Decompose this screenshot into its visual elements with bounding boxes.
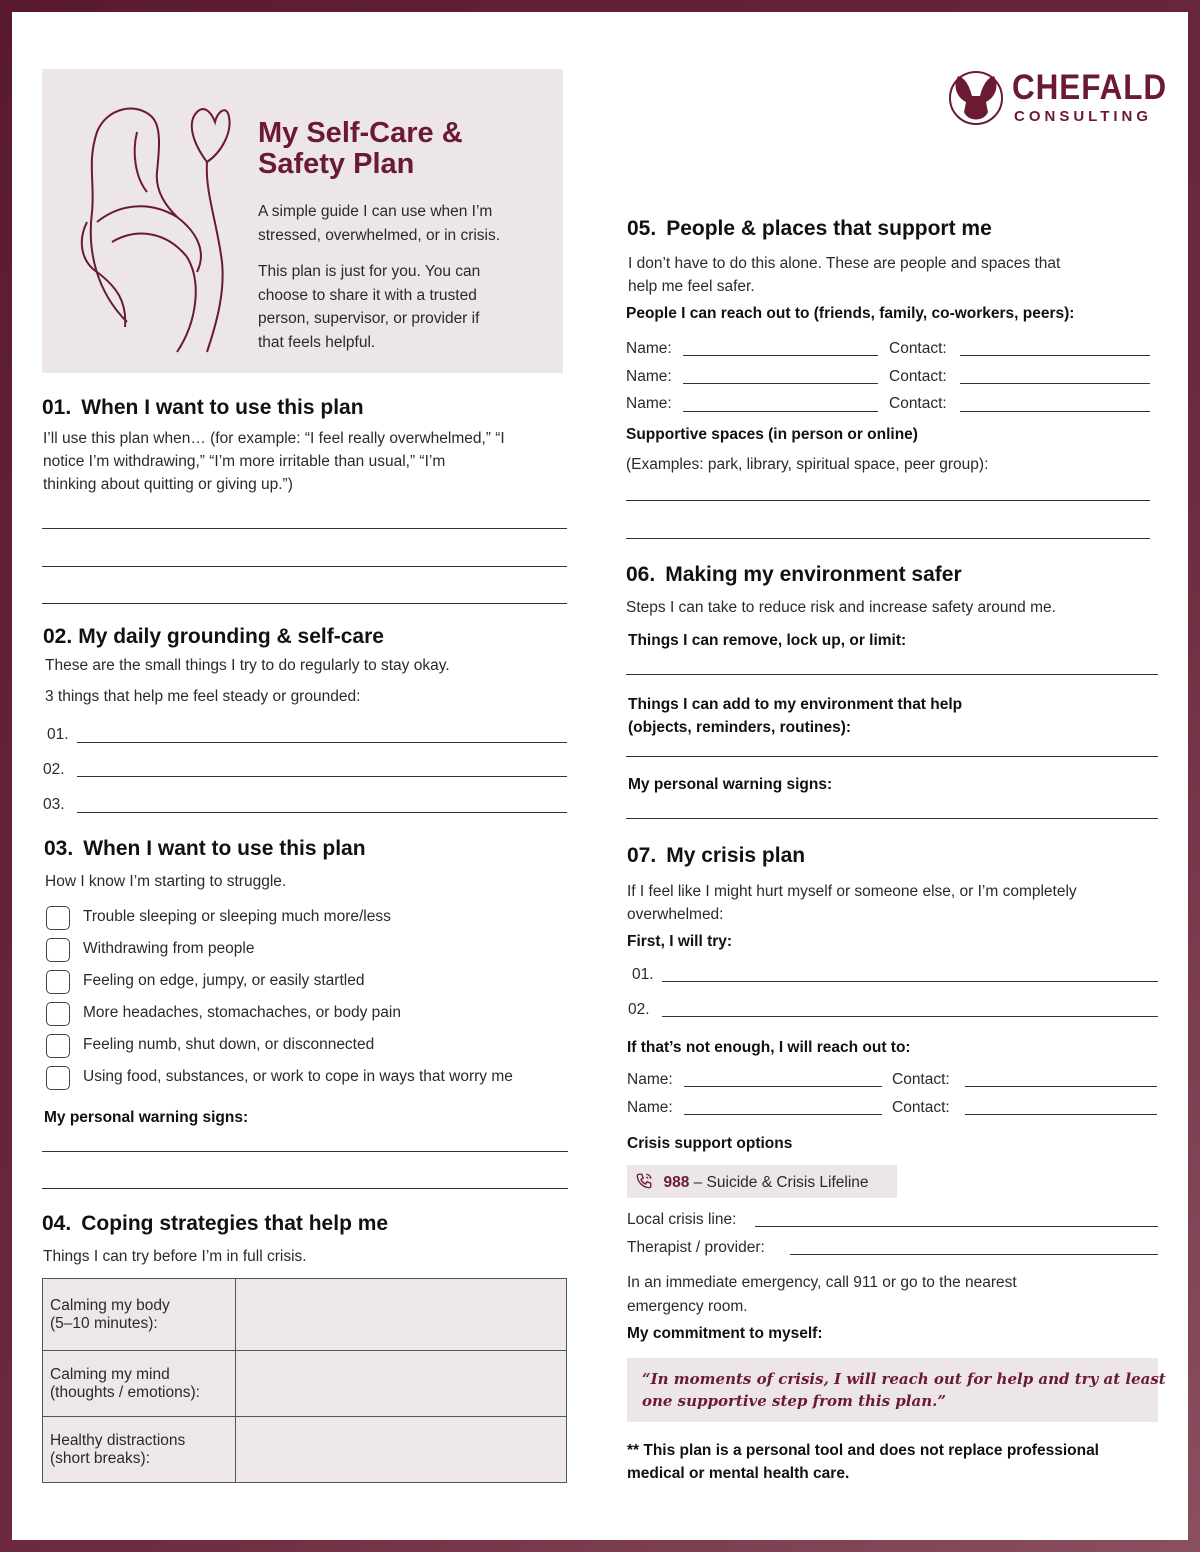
section-title: Coping strategies that help me (81, 1212, 389, 1235)
checkbox-label: Using food, substances, or work to cope in ways that worry me (83, 1068, 513, 1085)
lifeline-number: 988 (663, 1174, 690, 1191)
section-03-heading (44, 837, 366, 861)
contact-line[interactable] (960, 411, 1150, 412)
answer-line[interactable] (626, 500, 1150, 501)
text-line: that feels helpful. (258, 333, 376, 351)
item-number: 01. (47, 726, 69, 743)
checkbox-label: Feeling on edge, jumpy, or easily startled (83, 972, 365, 989)
privacy-text (258, 260, 480, 354)
section-01-text (43, 427, 505, 496)
text-line: A simple guide I can use when I’m (258, 203, 493, 220)
name-line[interactable] (683, 355, 878, 356)
rabbit-logo-icon (948, 68, 1004, 128)
answer-cell[interactable] (236, 1417, 567, 1483)
text-line: If I feel like I might hurt myself or someone else, or I’m completely (627, 883, 1077, 900)
name-label: Name: (627, 1071, 673, 1088)
text-line: (thoughts / emotions): (50, 1383, 200, 1401)
text-line: This plan is just for you. You can (258, 263, 481, 280)
contact-line[interactable] (960, 355, 1150, 356)
section-title: When I want to use this plan (81, 396, 364, 419)
text-line: Healthy distractions (50, 1431, 186, 1449)
contact-label: Contact: (889, 368, 947, 385)
page (12, 12, 1188, 1540)
title-line: Safety Plan (258, 148, 415, 180)
text-line: In an immediate emergency, call 911 or go to the nearest (627, 1274, 1017, 1291)
answer-line[interactable] (42, 528, 567, 529)
section-02-text: These are the small things I try to do regularly to stay okay. (45, 657, 450, 674)
section-number: 04. (42, 1212, 72, 1235)
first-label: First, I will try: (627, 933, 733, 950)
people-label: People I can reach out to (friends, family, co-workers, peers): (626, 305, 1075, 322)
checkbox[interactable] (46, 1034, 70, 1058)
add-label (628, 693, 962, 739)
section-number: 06. (626, 563, 656, 586)
answer-line[interactable] (662, 981, 1158, 982)
contact-line[interactable] (965, 1086, 1157, 1087)
contact-line[interactable] (960, 383, 1150, 384)
phone-icon (635, 1172, 653, 1190)
text-line: (short breaks): (50, 1449, 150, 1467)
answer-line[interactable] (790, 1254, 1158, 1255)
answer-line[interactable] (626, 756, 1158, 757)
row-label (43, 1279, 236, 1351)
grounding-prompt: 3 things that help me feel steady or grounded: (45, 688, 361, 705)
self-hug-illustration (67, 92, 237, 362)
emergency-text (627, 1271, 1017, 1319)
name-line[interactable] (683, 411, 878, 412)
item-number: 01. (632, 966, 654, 983)
contact-line[interactable] (965, 1114, 1157, 1115)
section-07-text (627, 880, 1077, 926)
name-label: Name: (626, 395, 672, 412)
section-title: My daily grounding & self-care (78, 625, 384, 648)
answer-cell[interactable] (236, 1279, 567, 1351)
checkbox[interactable] (46, 1002, 70, 1026)
text-line: medical or mental health care. (627, 1465, 850, 1482)
checkbox[interactable] (46, 970, 70, 994)
row-label (43, 1417, 236, 1483)
section-05-text (628, 252, 1060, 298)
crisis-options-label: Crisis support options (627, 1135, 793, 1152)
contact-label: Contact: (889, 395, 947, 412)
item-number: 02. (43, 761, 65, 778)
section-title: When I want to use this plan (83, 837, 366, 860)
answer-line[interactable] (626, 674, 1158, 675)
logo-sub: CONSULTING (1014, 108, 1153, 125)
contact-label: Contact: (889, 340, 947, 357)
reach-label: If that’s not enough, I will reach out to: (627, 1039, 911, 1056)
answer-line[interactable] (77, 776, 567, 777)
answer-line[interactable] (77, 742, 567, 743)
text-line: “In moments of crisis, I will reach out for help and try at least (642, 1370, 1166, 1388)
answer-line[interactable] (42, 566, 567, 567)
section-number: 02. (43, 625, 73, 648)
text-line: I don’t have to do this alone. These are people and spaces that (628, 255, 1061, 272)
section-number: 05. (627, 217, 657, 240)
text-line: Calming my body (50, 1296, 170, 1314)
commitment-label: My commitment to myself: (627, 1325, 823, 1342)
answer-line[interactable] (755, 1226, 1158, 1227)
text-line: one supportive step from this plan.” (642, 1392, 946, 1410)
section-06-text: Steps I can take to reduce risk and increase safety around me. (626, 599, 1056, 616)
text-line: I’ll use this plan when… (for example: “I feel really overwhelmed,” “I (43, 430, 505, 447)
checkbox[interactable] (46, 938, 70, 962)
lifeline-badge[interactable] (627, 1165, 897, 1198)
text-line: (5–10 minutes): (50, 1314, 158, 1332)
text-line: stressed, overwhelmed, or in crisis. (258, 226, 501, 244)
local-line-label: Local crisis line: (627, 1211, 737, 1228)
text-line: ** This plan is a personal tool and does not replace professional (627, 1442, 1099, 1459)
checkbox[interactable] (46, 906, 70, 930)
section-05-heading (627, 217, 992, 241)
answer-line[interactable] (662, 1016, 1158, 1017)
coping-table (42, 1278, 567, 1483)
checkbox[interactable] (46, 1066, 70, 1090)
section-02-heading (43, 625, 384, 649)
text-line: person, supervisor, or provider if (258, 310, 480, 327)
name-label: Name: (627, 1099, 673, 1116)
commitment-quote (627, 1358, 1166, 1422)
contact-label: Contact: (892, 1099, 950, 1116)
section-01-heading (42, 396, 364, 420)
text-line: Things I can add to my environment that help (628, 696, 963, 713)
item-number: 02. (628, 1001, 650, 1018)
intro-text (258, 200, 500, 247)
section-number: 01. (42, 396, 72, 419)
checkbox-label: Trouble sleeping or sleeping much more/less (83, 908, 391, 925)
name-label: Name: (626, 368, 672, 385)
checkbox-label: More headaches, stomachaches, or body pain (83, 1004, 401, 1021)
section-06-heading (626, 563, 962, 587)
text-line: help me feel safer. (628, 278, 755, 295)
text-line: emergency room. (627, 1298, 748, 1315)
name-line[interactable] (684, 1114, 882, 1115)
text-line: notice I’m withdrawing,” “I’m more irritable than usual,” “I’m (43, 453, 446, 470)
answer-line[interactable] (77, 812, 567, 813)
section-04-text: Things I can try before I’m in full crisis. (43, 1248, 307, 1265)
answer-line[interactable] (42, 1151, 568, 1152)
warning-signs-label: My personal warning signs: (44, 1109, 249, 1126)
section-number: 07. (627, 844, 657, 867)
contact-label: Contact: (892, 1071, 950, 1088)
name-line[interactable] (684, 1086, 882, 1087)
row-label (43, 1351, 236, 1417)
text-line: thinking about quitting or giving up.”) (43, 476, 293, 493)
spaces-label: Supportive spaces (in person or online) (626, 426, 918, 443)
lifeline-name: – Suicide & Crisis Lifeline (689, 1174, 869, 1191)
item-number: 03. (43, 796, 65, 813)
warning-signs-label: My personal warning signs: (628, 776, 833, 793)
name-line[interactable] (683, 383, 878, 384)
section-04-heading (42, 1212, 388, 1236)
answer-line[interactable] (42, 603, 567, 604)
section-07-heading (627, 844, 805, 868)
checkbox-label: Withdrawing from people (83, 940, 255, 957)
text-line: choose to share it with a trusted (258, 286, 477, 304)
logo-name: CHEFALD (1012, 68, 1168, 107)
disclaimer (627, 1439, 1099, 1485)
spaces-examples: (Examples: park, library, spiritual space, peer group): (626, 456, 989, 473)
name-label: Name: (626, 340, 672, 357)
text-line: overwhelmed: (627, 906, 724, 923)
section-03-text: How I know I’m starting to struggle. (45, 873, 287, 890)
answer-line[interactable] (626, 538, 1150, 539)
section-title: Making my environment safer (665, 563, 962, 586)
section-title: My crisis plan (666, 844, 806, 867)
answer-cell[interactable] (236, 1351, 567, 1417)
text-line: Calming my mind (50, 1365, 170, 1383)
text-line: (objects, reminders, routines): (628, 719, 852, 736)
title-line: My Self-Care & (258, 117, 463, 149)
section-title: People & places that support me (666, 217, 992, 240)
therapist-label: Therapist / provider: (627, 1239, 765, 1256)
checkbox-label: Feeling numb, shut down, or disconnected (83, 1036, 375, 1053)
plan-title (258, 118, 463, 180)
remove-label: Things I can remove, lock up, or limit: (628, 632, 907, 649)
answer-line[interactable] (626, 818, 1158, 819)
section-number: 03. (44, 837, 74, 860)
answer-line[interactable] (42, 1188, 568, 1189)
